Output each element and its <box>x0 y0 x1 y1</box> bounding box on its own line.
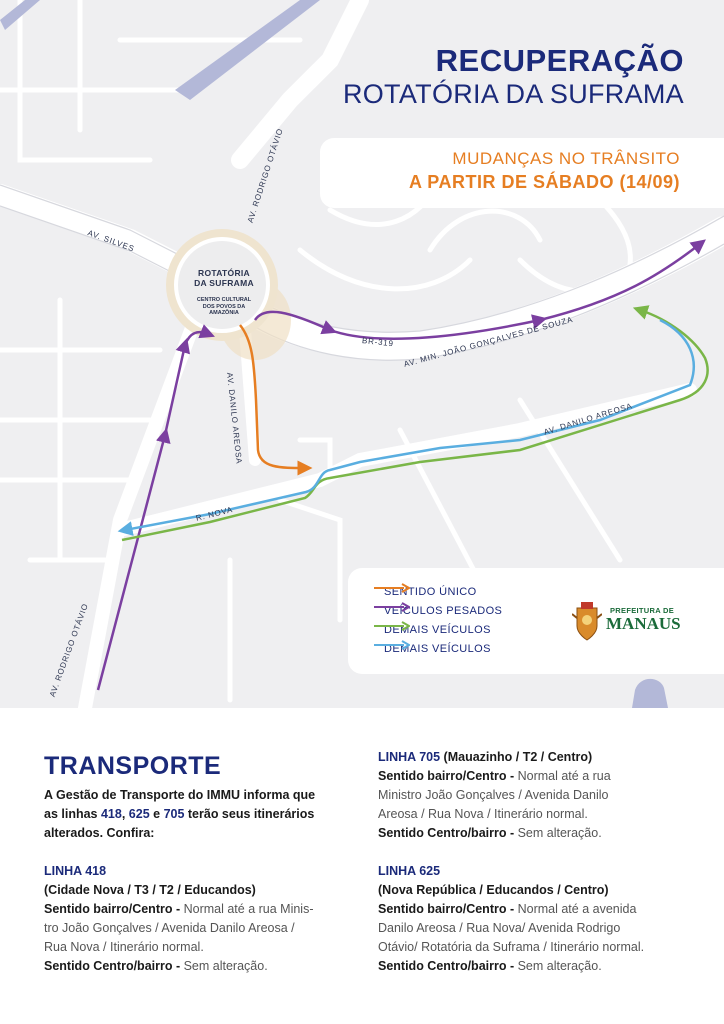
intro-text: terão seus itinerários <box>184 807 315 821</box>
legend-label: DEMAIS VEÍCULOS <box>384 643 491 655</box>
roundabout-title <box>182 268 266 288</box>
line-625-route: (Nova República / Educandos / Centro) <box>378 883 609 897</box>
roundabout-subtitle <box>186 297 262 317</box>
road-label-br319: BR-319 <box>361 336 395 349</box>
logo-line1: PREFEITURA DE <box>610 606 675 615</box>
direction-label: Sentido Centro/bairro - <box>378 826 518 840</box>
direction-label: Sentido bairro/Centro - <box>44 902 184 916</box>
roundabout-title-line1: ROTATÓRIA <box>198 268 250 278</box>
line-625-block <box>378 862 708 976</box>
direction-text: Sem alteração. <box>183 959 268 973</box>
direction-label: Sentido bairro/Centro - <box>378 902 518 916</box>
intro-text: as linhas <box>44 807 101 821</box>
line-625-heading: LINHA 625 <box>378 864 441 878</box>
direction-text: Sem alteração. <box>517 959 602 973</box>
legend-item-other-vehicles-blue <box>374 640 491 658</box>
route-heavy-vehicles-north <box>98 332 208 690</box>
intro-text: e <box>149 807 164 821</box>
coat-of-arms-icon <box>572 600 602 642</box>
road-label-danilo-areosa-east: AV. DANILO AREOSA <box>542 401 634 437</box>
intro-line1: A Gestão de Transporte do IMMU informa que <box>44 788 316 802</box>
traffic-change-notice <box>320 138 724 208</box>
direction-text: tro João Gonçalves / Avenida Danilo Areosa / <box>44 921 295 935</box>
change-notice-line2: A PARTIR DE SÁBADO (14/09) <box>408 172 680 192</box>
road-label-danilo-areosa-vertical: AV. DANILO AREOSA <box>225 372 244 465</box>
line-418-route: (Cidade Nova / T3 / T2 / Educandos) <box>44 883 256 897</box>
page-subtitle: ROTATÓRIA DA SUFRAMA <box>342 79 684 109</box>
road-label-rodrigo-otavio-bottom: AV. RODRIGO OTÁVIO <box>47 602 91 699</box>
line-418-block <box>44 862 364 976</box>
legend-item-other-vehicles-green <box>374 621 491 639</box>
direction-text: Otávio/ Rotatória da Suframa / Itinerário normal. <box>378 940 645 954</box>
roundabout-sub-line1: CENTRO CULTURAL <box>196 297 252 303</box>
line-705-heading: LINHA 705 <box>378 750 441 764</box>
direction-text: Normal até a avenida <box>517 902 637 916</box>
line-number-705: 705 <box>163 807 185 821</box>
direction-label: Sentido bairro/Centro - <box>378 769 518 783</box>
direction-text: Danilo Areosa / Rua Nova/ Avenida Rodrigo <box>378 921 621 935</box>
page-title: RECUPERAÇÃO <box>435 43 684 78</box>
direction-text: Sem alteração. <box>517 826 602 840</box>
line-number-418: 418 <box>100 807 122 821</box>
legend-item-heavy-vehicles <box>374 602 502 620</box>
roundabout-sub-line2: DOS POVOS DA <box>202 303 246 310</box>
legend-label: VEÍCULOS PESADOS <box>384 605 503 617</box>
logo-line2: MANAUS <box>606 614 681 633</box>
direction-text: Normal até a rua Minis- <box>183 902 314 916</box>
route-other-vehicles-blue <box>125 320 694 530</box>
route-heavy-vehicles-east <box>255 244 700 339</box>
direction-text: Normal até a rua <box>517 769 611 783</box>
header-title-block <box>343 44 684 110</box>
legend-item-one-way <box>374 583 477 601</box>
direction-text: Ministro João Gonçalves / Avenida Danilo <box>378 788 609 802</box>
line-705-block <box>378 748 698 843</box>
legend-label: DEMAIS VEÍCULOS <box>384 624 491 636</box>
line-418-heading: LINHA 418 <box>44 864 107 878</box>
route-one-way <box>240 325 305 468</box>
transport-intro <box>44 786 364 843</box>
intro-text: , <box>121 807 129 821</box>
road-label-joao-goncalves: AV. MIN. JOÃO GONÇALVES DE SOUZA <box>402 314 575 369</box>
prefeitura-manaus-logo <box>572 600 692 644</box>
line-number-625: 625 <box>128 807 150 821</box>
change-notice-line1: MUDANÇAS NO TRÂNSITO <box>452 149 680 168</box>
direction-text: Rua Nova / Itinerário normal. <box>44 940 204 954</box>
legend-label: SENTIDO ÚNICO <box>384 586 477 598</box>
direction-label: Sentido Centro/bairro - <box>44 959 184 973</box>
roundabout-sub-line3: AMAZÔNIA <box>209 310 239 316</box>
road-label-rodrigo-otavio-top: AV. RODRIGO OTÁVIO <box>245 127 285 224</box>
direction-text: Areosa / Rua Nova / Itinerário normal. <box>378 807 588 821</box>
road-label-silves: AV. SILVES <box>86 228 136 254</box>
intro-line2 <box>44 805 364 824</box>
transport-title: TRANSPORTE <box>44 752 222 780</box>
route-other-vehicles-green <box>122 310 708 540</box>
road-label-rua-nova: R. NOVA <box>194 504 234 523</box>
roundabout-title-line2: DA SUFRAMA <box>194 278 254 288</box>
direction-label: Sentido Centro/bairro - <box>378 959 518 973</box>
intro-line3: alterados. Confira: <box>44 826 155 840</box>
line-705-route: (Mauazinho / T2 / Centro) <box>440 750 593 764</box>
